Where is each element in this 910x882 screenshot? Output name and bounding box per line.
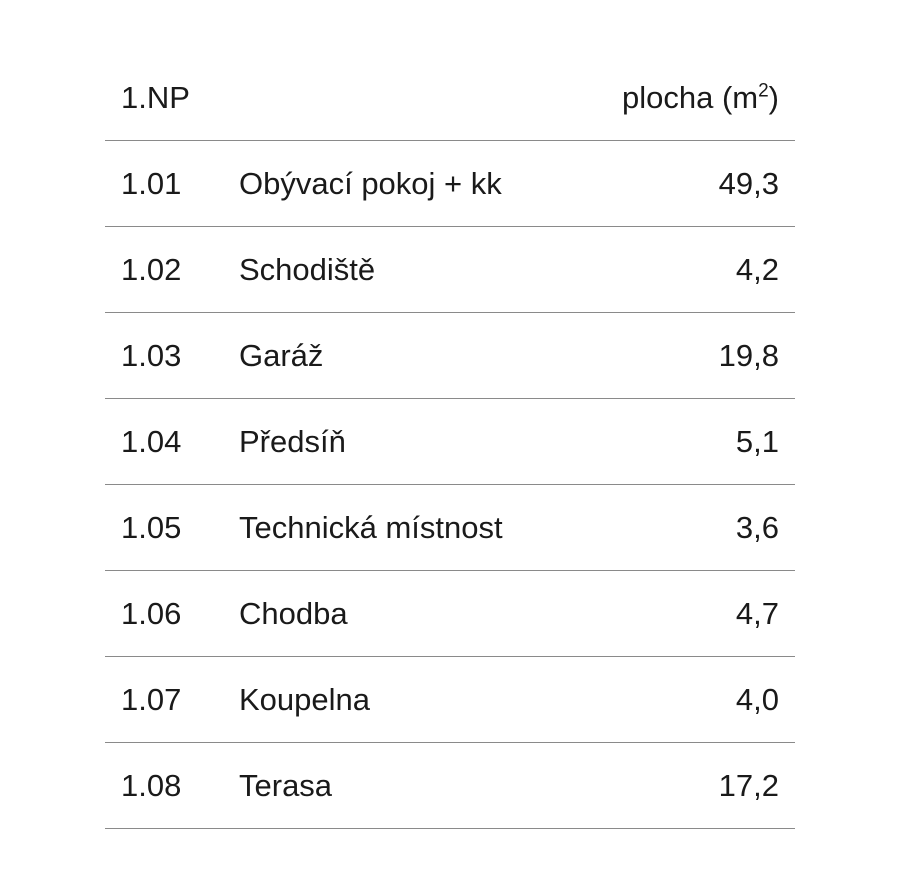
room-code: 1.03 xyxy=(121,337,182,373)
room-code: 1.05 xyxy=(121,509,182,545)
room-area: 4,0 xyxy=(735,681,779,717)
room-area: 5,1 xyxy=(735,423,779,459)
room-code: 1.06 xyxy=(121,595,182,631)
area-label-suffix: ) xyxy=(768,79,779,115)
room-code: 1.08 xyxy=(121,767,182,803)
area-label-exponent: 2 xyxy=(758,80,769,102)
table-row xyxy=(105,227,795,313)
room-area-table xyxy=(105,55,795,829)
area-column-header xyxy=(622,80,795,116)
room-name: Obývací pokoj + kk xyxy=(239,165,502,201)
table-row xyxy=(105,743,795,829)
room-code: 1.07 xyxy=(121,681,182,717)
room-area: 3,6 xyxy=(735,509,779,545)
room-name: Garáž xyxy=(239,337,324,373)
room-code: 1.01 xyxy=(121,165,182,201)
room-area: 4,7 xyxy=(735,595,779,631)
room-name: Chodba xyxy=(239,595,348,631)
room-area: 4,2 xyxy=(735,251,779,287)
room-code: 1.04 xyxy=(121,423,182,459)
room-name: Předsíň xyxy=(239,423,346,459)
room-name: Koupelna xyxy=(239,681,371,717)
table-row xyxy=(105,657,795,743)
room-name: Schodiště xyxy=(239,251,376,287)
room-name: Technická místnost xyxy=(239,509,503,545)
table-row xyxy=(105,313,795,399)
table-row xyxy=(105,399,795,485)
room-area: 19,8 xyxy=(718,337,779,373)
area-label-prefix: plocha (m xyxy=(621,79,759,115)
floor-label: 1.NP xyxy=(121,79,190,115)
room-code: 1.02 xyxy=(121,251,182,287)
room-name: Terasa xyxy=(239,767,333,803)
table-header xyxy=(105,55,795,141)
room-area: 49,3 xyxy=(718,165,779,201)
table-row xyxy=(105,141,795,227)
room-area: 17,2 xyxy=(718,767,779,803)
table-row xyxy=(105,571,795,657)
table-row xyxy=(105,485,795,571)
